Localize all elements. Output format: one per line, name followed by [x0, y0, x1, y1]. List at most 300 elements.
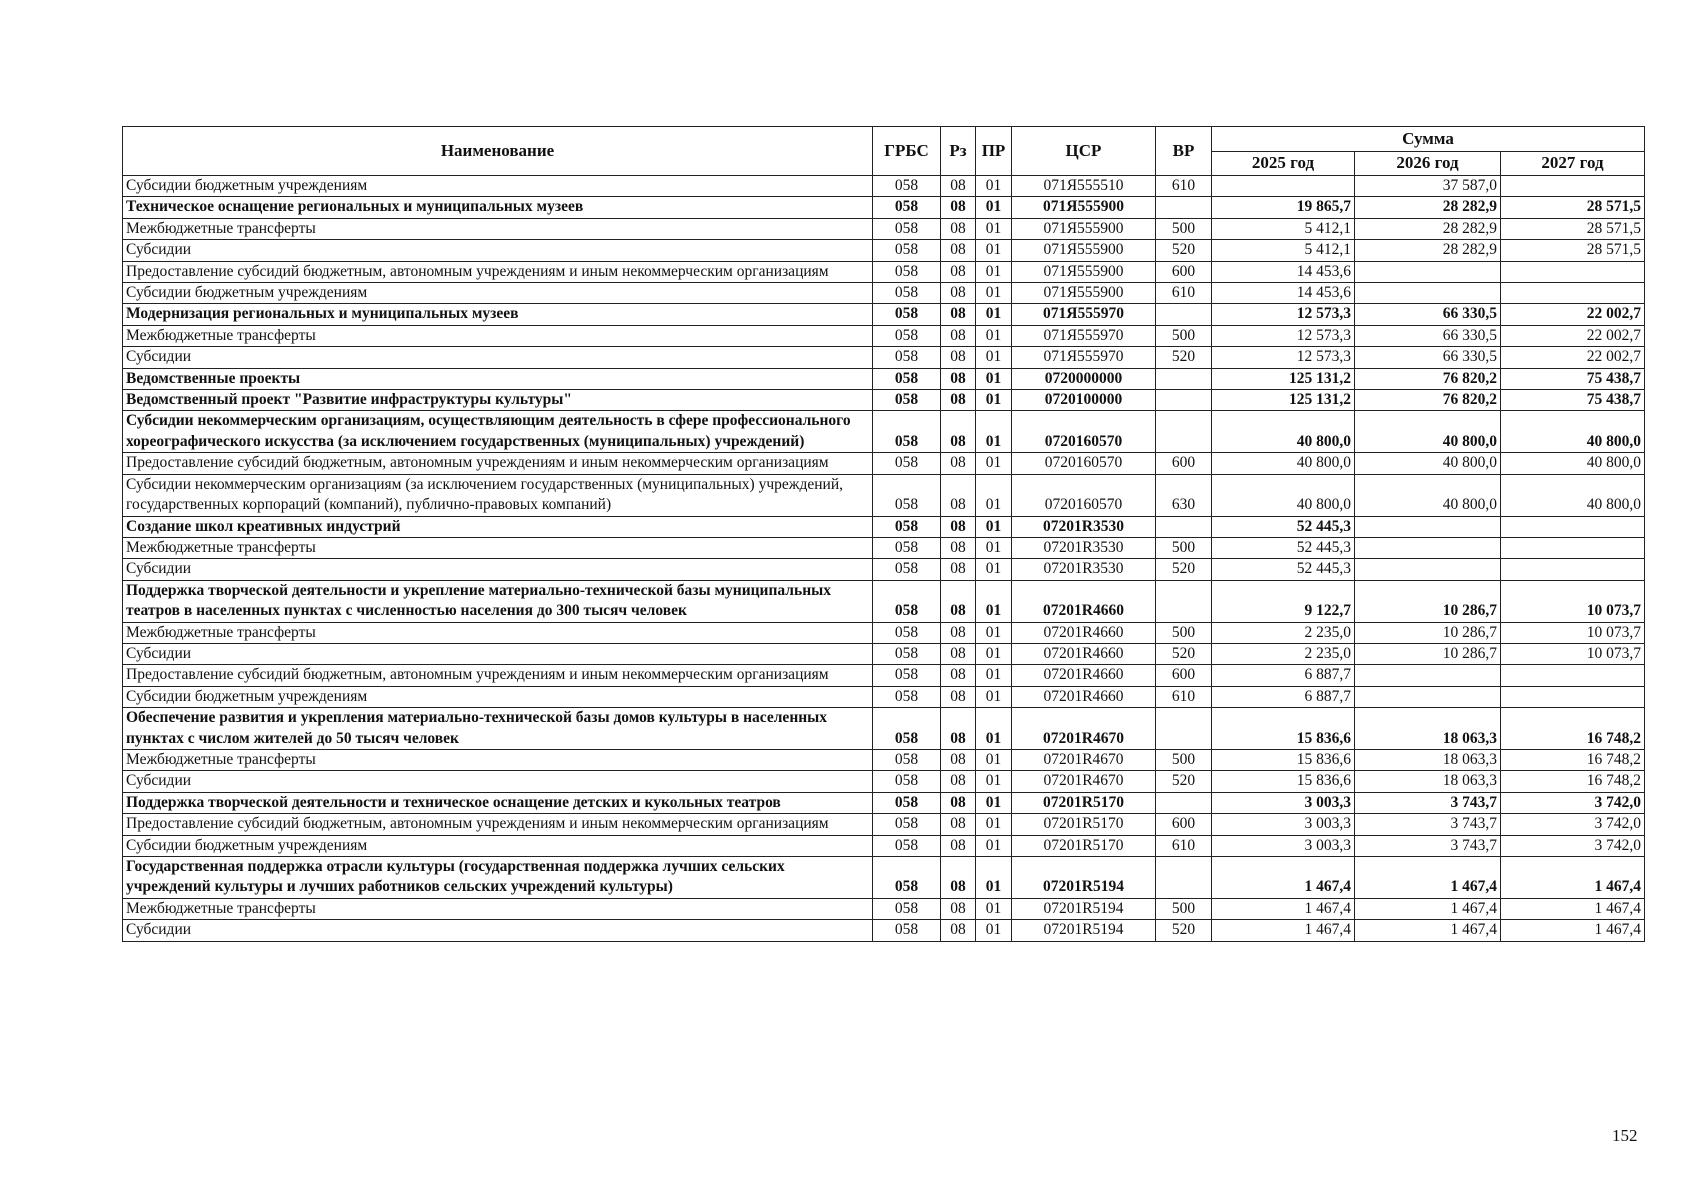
row-amount-2026: 1 467,4	[1355, 898, 1501, 919]
row-name: Субсидии некоммерческим организациям, осуществляющим деятельность в сфере профессионального хореографического искусства (за исключением государственных (муниципальных) учреждений)	[123, 411, 873, 453]
row-csr: 071Я555900	[1012, 240, 1156, 261]
row-amount-2027	[1501, 665, 1645, 686]
row-name: Поддержка творческой деятельности и техническое оснащение детских и кукольных театров	[123, 792, 873, 813]
row-name: Субсидии	[123, 559, 873, 580]
row-amount-2025: 15 836,6	[1212, 771, 1355, 792]
row-amount-2025: 12 573,3	[1212, 347, 1355, 368]
row-csr: 07201R4660	[1012, 643, 1156, 664]
row-rz: 08	[941, 643, 976, 664]
row-grbs: 058	[873, 708, 941, 750]
row-name: Субсидии бюджетным учреждениям	[123, 176, 873, 197]
row-vr	[1156, 304, 1212, 325]
table-row	[123, 835, 1645, 856]
row-name: Государственная поддержка отрасли культуры (государственная поддержка лучших сельских учреждений культуры и лучших работников сельских учреждений культуры)	[123, 857, 873, 899]
row-amount-2027: 22 002,7	[1501, 325, 1645, 346]
row-name: Субсидии некоммерческим организациям (за исключением государственных (муниципальных) учреждений, государственных корпораций (компаний), публично-правовых компаний)	[123, 474, 873, 516]
table-row	[123, 368, 1645, 389]
row-vr	[1156, 580, 1212, 622]
row-amount-2025	[1212, 176, 1355, 197]
row-grbs: 058	[873, 453, 941, 474]
row-grbs: 058	[873, 347, 941, 368]
row-name: Субсидии бюджетным учреждениям	[123, 835, 873, 856]
table-body	[123, 176, 1645, 942]
row-name: Предоставление субсидий бюджетным, автономным учреждениям и иным некоммерческим организациям	[123, 261, 873, 282]
row-grbs: 058	[873, 537, 941, 558]
row-amount-2027: 10 073,7	[1501, 643, 1645, 664]
row-rz: 08	[941, 792, 976, 813]
row-rz: 08	[941, 835, 976, 856]
table-row	[123, 325, 1645, 346]
row-csr: 07201R4670	[1012, 708, 1156, 750]
row-amount-2027	[1501, 283, 1645, 304]
row-amount-2026: 18 063,3	[1355, 708, 1501, 750]
row-amount-2027	[1501, 261, 1645, 282]
row-amount-2025: 12 573,3	[1212, 304, 1355, 325]
row-rz: 08	[941, 304, 976, 325]
row-csr: 071Я555970	[1012, 347, 1156, 368]
row-pr: 01	[976, 771, 1012, 792]
row-amount-2026: 18 063,3	[1355, 771, 1501, 792]
row-vr: 630	[1156, 474, 1212, 516]
row-amount-2025: 1 467,4	[1212, 898, 1355, 919]
row-vr: 600	[1156, 261, 1212, 282]
table-row	[123, 474, 1645, 516]
row-pr: 01	[976, 622, 1012, 643]
table-row	[123, 197, 1645, 218]
row-vr: 500	[1156, 898, 1212, 919]
row-rz: 08	[941, 390, 976, 411]
row-grbs: 058	[873, 835, 941, 856]
row-name: Межбюджетные трансферты	[123, 325, 873, 346]
row-csr: 07201R5170	[1012, 814, 1156, 835]
row-amount-2025: 40 800,0	[1212, 453, 1355, 474]
header-name: Наименование	[123, 127, 873, 176]
row-name: Субсидии	[123, 347, 873, 368]
table-row	[123, 411, 1645, 453]
row-amount-2027: 28 571,5	[1501, 197, 1645, 218]
row-vr: 500	[1156, 749, 1212, 770]
row-pr: 01	[976, 898, 1012, 919]
row-name: Ведомственные проекты	[123, 368, 873, 389]
row-grbs: 058	[873, 622, 941, 643]
row-pr: 01	[976, 580, 1012, 622]
row-grbs: 058	[873, 218, 941, 239]
row-rz: 08	[941, 686, 976, 707]
table-row	[123, 537, 1645, 558]
row-name: Субсидии	[123, 643, 873, 664]
row-amount-2026: 66 330,5	[1355, 325, 1501, 346]
row-amount-2027	[1501, 537, 1645, 558]
table-row	[123, 771, 1645, 792]
row-csr: 07201R4670	[1012, 771, 1156, 792]
row-csr: 07201R4670	[1012, 749, 1156, 770]
row-pr: 01	[976, 749, 1012, 770]
row-amount-2026	[1355, 516, 1501, 537]
row-amount-2027	[1501, 686, 1645, 707]
row-grbs: 058	[873, 792, 941, 813]
row-rz: 08	[941, 622, 976, 643]
row-amount-2026: 3 743,7	[1355, 835, 1501, 856]
row-amount-2025: 40 800,0	[1212, 474, 1355, 516]
row-pr: 01	[976, 857, 1012, 899]
row-vr: 500	[1156, 218, 1212, 239]
row-amount-2027: 10 073,7	[1501, 580, 1645, 622]
row-rz: 08	[941, 814, 976, 835]
row-csr: 07201R5170	[1012, 792, 1156, 813]
row-csr: 071Я555900	[1012, 218, 1156, 239]
row-vr	[1156, 390, 1212, 411]
row-grbs: 058	[873, 643, 941, 664]
row-pr: 01	[976, 516, 1012, 537]
row-amount-2026: 28 282,9	[1355, 240, 1501, 261]
row-amount-2027: 28 571,5	[1501, 218, 1645, 239]
row-csr: 0720000000	[1012, 368, 1156, 389]
row-amount-2026: 66 330,5	[1355, 304, 1501, 325]
table-row	[123, 304, 1645, 325]
row-rz: 08	[941, 453, 976, 474]
row-vr: 610	[1156, 835, 1212, 856]
row-amount-2025: 6 887,7	[1212, 665, 1355, 686]
table-row	[123, 580, 1645, 622]
row-grbs: 058	[873, 474, 941, 516]
row-amount-2025: 40 800,0	[1212, 411, 1355, 453]
row-grbs: 058	[873, 197, 941, 218]
table-row	[123, 665, 1645, 686]
row-grbs: 058	[873, 283, 941, 304]
row-rz: 08	[941, 283, 976, 304]
row-grbs: 058	[873, 261, 941, 282]
row-amount-2027: 40 800,0	[1501, 474, 1645, 516]
row-pr: 01	[976, 347, 1012, 368]
row-vr	[1156, 368, 1212, 389]
row-vr: 520	[1156, 240, 1212, 261]
page-number: 152	[1612, 1126, 1638, 1145]
row-csr: 0720160570	[1012, 453, 1156, 474]
row-pr: 01	[976, 261, 1012, 282]
row-rz: 08	[941, 749, 976, 770]
row-pr: 01	[976, 453, 1012, 474]
row-pr: 01	[976, 814, 1012, 835]
row-rz: 08	[941, 347, 976, 368]
row-amount-2026	[1355, 559, 1501, 580]
row-amount-2027	[1501, 516, 1645, 537]
row-csr: 0720100000	[1012, 390, 1156, 411]
row-csr: 07201R3530	[1012, 559, 1156, 580]
row-rz: 08	[941, 857, 976, 899]
row-pr: 01	[976, 708, 1012, 750]
row-amount-2025: 3 003,3	[1212, 792, 1355, 813]
table-row	[123, 261, 1645, 282]
row-grbs: 058	[873, 665, 941, 686]
row-pr: 01	[976, 559, 1012, 580]
row-amount-2027: 1 467,4	[1501, 920, 1645, 941]
row-name: Субсидии	[123, 240, 873, 261]
row-amount-2025: 52 445,3	[1212, 516, 1355, 537]
row-pr: 01	[976, 411, 1012, 453]
row-amount-2027	[1501, 176, 1645, 197]
table-row	[123, 792, 1645, 813]
table-row	[123, 516, 1645, 537]
row-vr	[1156, 411, 1212, 453]
row-grbs: 058	[873, 240, 941, 261]
table-row	[123, 686, 1645, 707]
row-amount-2025: 15 836,6	[1212, 749, 1355, 770]
row-csr: 07201R3530	[1012, 537, 1156, 558]
row-rz: 08	[941, 197, 976, 218]
row-amount-2026: 10 286,7	[1355, 580, 1501, 622]
row-amount-2026: 66 330,5	[1355, 347, 1501, 368]
row-amount-2027: 10 073,7	[1501, 622, 1645, 643]
row-amount-2027: 16 748,2	[1501, 771, 1645, 792]
row-vr	[1156, 197, 1212, 218]
row-pr: 01	[976, 474, 1012, 516]
row-csr: 07201R5170	[1012, 835, 1156, 856]
row-amount-2025: 3 003,3	[1212, 835, 1355, 856]
row-pr: 01	[976, 176, 1012, 197]
row-grbs: 058	[873, 304, 941, 325]
row-name: Субсидии бюджетным учреждениям	[123, 686, 873, 707]
row-name: Ведомственный проект "Развитие инфраструктуры культуры"	[123, 390, 873, 411]
row-amount-2026: 1 467,4	[1355, 920, 1501, 941]
row-pr: 01	[976, 643, 1012, 664]
row-name: Предоставление субсидий бюджетным, автономным учреждениям и иным некоммерческим организациям	[123, 814, 873, 835]
row-csr: 07201R3530	[1012, 516, 1156, 537]
row-csr: 07201R5194	[1012, 898, 1156, 919]
table-row	[123, 176, 1645, 197]
row-pr: 01	[976, 920, 1012, 941]
row-vr: 600	[1156, 665, 1212, 686]
row-vr: 520	[1156, 643, 1212, 664]
row-amount-2025: 2 235,0	[1212, 622, 1355, 643]
row-vr: 520	[1156, 347, 1212, 368]
row-vr: 500	[1156, 325, 1212, 346]
row-pr: 01	[976, 537, 1012, 558]
row-amount-2026: 28 282,9	[1355, 218, 1501, 239]
row-csr: 071Я555510	[1012, 176, 1156, 197]
row-csr: 07201R5194	[1012, 857, 1156, 899]
row-grbs: 058	[873, 368, 941, 389]
row-amount-2027: 1 467,4	[1501, 898, 1645, 919]
row-amount-2025: 19 865,7	[1212, 197, 1355, 218]
row-amount-2025: 52 445,3	[1212, 559, 1355, 580]
row-pr: 01	[976, 835, 1012, 856]
row-vr: 520	[1156, 771, 1212, 792]
row-rz: 08	[941, 411, 976, 453]
header-sum: Сумма	[1212, 127, 1645, 152]
row-vr: 610	[1156, 176, 1212, 197]
header-pr: ПР	[976, 127, 1012, 176]
row-pr: 01	[976, 197, 1012, 218]
header-rz: Рз	[941, 127, 976, 176]
row-pr: 01	[976, 240, 1012, 261]
table-row	[123, 218, 1645, 239]
row-pr: 01	[976, 283, 1012, 304]
row-amount-2027: 3 742,0	[1501, 814, 1645, 835]
row-vr: 520	[1156, 559, 1212, 580]
row-amount-2027: 16 748,2	[1501, 708, 1645, 750]
row-csr: 071Я555900	[1012, 197, 1156, 218]
table-row	[123, 347, 1645, 368]
row-grbs: 058	[873, 898, 941, 919]
row-rz: 08	[941, 474, 976, 516]
row-amount-2025: 14 453,6	[1212, 261, 1355, 282]
table-row	[123, 622, 1645, 643]
row-grbs: 058	[873, 411, 941, 453]
table-row	[123, 643, 1645, 664]
row-amount-2025: 1 467,4	[1212, 920, 1355, 941]
row-rz: 08	[941, 218, 976, 239]
row-amount-2026: 40 800,0	[1355, 411, 1501, 453]
row-pr: 01	[976, 304, 1012, 325]
row-amount-2026	[1355, 686, 1501, 707]
row-name: Межбюджетные трансферты	[123, 218, 873, 239]
row-amount-2026: 1 467,4	[1355, 857, 1501, 899]
row-csr: 0720160570	[1012, 474, 1156, 516]
row-pr: 01	[976, 368, 1012, 389]
row-rz: 08	[941, 898, 976, 919]
row-amount-2027: 28 571,5	[1501, 240, 1645, 261]
header-year-2025: 2025 год	[1212, 152, 1355, 176]
row-amount-2026: 76 820,2	[1355, 390, 1501, 411]
row-grbs: 058	[873, 516, 941, 537]
row-amount-2027: 22 002,7	[1501, 304, 1645, 325]
table-row	[123, 749, 1645, 770]
row-vr: 610	[1156, 686, 1212, 707]
table-row	[123, 920, 1645, 941]
row-vr: 610	[1156, 283, 1212, 304]
row-amount-2026: 18 063,3	[1355, 749, 1501, 770]
row-amount-2026: 3 743,7	[1355, 814, 1501, 835]
row-rz: 08	[941, 325, 976, 346]
row-rz: 08	[941, 261, 976, 282]
row-amount-2027: 75 438,7	[1501, 368, 1645, 389]
row-rz: 08	[941, 176, 976, 197]
row-grbs: 058	[873, 176, 941, 197]
row-vr: 600	[1156, 814, 1212, 835]
row-pr: 01	[976, 792, 1012, 813]
row-name: Субсидии	[123, 771, 873, 792]
table-row	[123, 814, 1645, 835]
row-amount-2027: 1 467,4	[1501, 857, 1645, 899]
row-csr: 071Я555900	[1012, 261, 1156, 282]
row-grbs: 058	[873, 857, 941, 899]
row-name: Субсидии	[123, 920, 873, 941]
row-vr	[1156, 516, 1212, 537]
row-csr: 07201R4660	[1012, 580, 1156, 622]
row-grbs: 058	[873, 686, 941, 707]
row-name: Субсидии бюджетным учреждениям	[123, 283, 873, 304]
row-grbs: 058	[873, 771, 941, 792]
row-grbs: 058	[873, 580, 941, 622]
row-vr	[1156, 792, 1212, 813]
row-amount-2025: 5 412,1	[1212, 240, 1355, 261]
row-name: Создание школ креативных индустрий	[123, 516, 873, 537]
row-amount-2025: 12 573,3	[1212, 325, 1355, 346]
row-name: Межбюджетные трансферты	[123, 622, 873, 643]
row-rz: 08	[941, 559, 976, 580]
header-grbs: ГРБС	[873, 127, 941, 176]
row-pr: 01	[976, 665, 1012, 686]
row-vr: 500	[1156, 622, 1212, 643]
row-amount-2027: 40 800,0	[1501, 453, 1645, 474]
row-amount-2026: 10 286,7	[1355, 643, 1501, 664]
row-amount-2025: 1 467,4	[1212, 857, 1355, 899]
row-csr: 071Я555900	[1012, 283, 1156, 304]
row-csr: 071Я555970	[1012, 325, 1156, 346]
table-row	[123, 898, 1645, 919]
header-csr: ЦСР	[1012, 127, 1156, 176]
row-amount-2026	[1355, 537, 1501, 558]
row-grbs: 058	[873, 390, 941, 411]
row-rz: 08	[941, 920, 976, 941]
row-amount-2025: 9 122,7	[1212, 580, 1355, 622]
budget-table	[122, 126, 1645, 942]
row-pr: 01	[976, 390, 1012, 411]
row-csr: 07201R4660	[1012, 686, 1156, 707]
header-vr: ВР	[1156, 127, 1212, 176]
row-amount-2025: 125 131,2	[1212, 390, 1355, 411]
header-year-2027: 2027 год	[1501, 152, 1645, 176]
row-amount-2026: 40 800,0	[1355, 474, 1501, 516]
row-grbs: 058	[873, 325, 941, 346]
row-name: Межбюджетные трансферты	[123, 749, 873, 770]
row-amount-2027	[1501, 559, 1645, 580]
row-amount-2027: 3 742,0	[1501, 792, 1645, 813]
table-row	[123, 390, 1645, 411]
row-name: Техническое оснащение региональных и муниципальных музеев	[123, 197, 873, 218]
row-amount-2025: 52 445,3	[1212, 537, 1355, 558]
row-name: Предоставление субсидий бюджетным, автономным учреждениям и иным некоммерческим организациям	[123, 665, 873, 686]
row-amount-2026	[1355, 665, 1501, 686]
row-csr: 07201R5194	[1012, 920, 1156, 941]
row-amount-2025: 15 836,6	[1212, 708, 1355, 750]
row-rz: 08	[941, 240, 976, 261]
row-csr: 071Я555970	[1012, 304, 1156, 325]
row-amount-2026: 37 587,0	[1355, 176, 1501, 197]
table-row	[123, 559, 1645, 580]
row-name: Межбюджетные трансферты	[123, 898, 873, 919]
row-amount-2026: 40 800,0	[1355, 453, 1501, 474]
row-amount-2025: 3 003,3	[1212, 814, 1355, 835]
row-rz: 08	[941, 516, 976, 537]
row-amount-2025: 5 412,1	[1212, 218, 1355, 239]
row-amount-2027: 22 002,7	[1501, 347, 1645, 368]
row-rz: 08	[941, 537, 976, 558]
row-amount-2027: 40 800,0	[1501, 411, 1645, 453]
row-vr: 520	[1156, 920, 1212, 941]
row-amount-2025: 14 453,6	[1212, 283, 1355, 304]
row-vr	[1156, 857, 1212, 899]
row-rz: 08	[941, 708, 976, 750]
row-grbs: 058	[873, 920, 941, 941]
row-amount-2027: 3 742,0	[1501, 835, 1645, 856]
row-amount-2027: 75 438,7	[1501, 390, 1645, 411]
table-row	[123, 283, 1645, 304]
row-rz: 08	[941, 771, 976, 792]
row-amount-2025: 2 235,0	[1212, 643, 1355, 664]
row-grbs: 058	[873, 749, 941, 770]
row-grbs: 058	[873, 814, 941, 835]
row-rz: 08	[941, 368, 976, 389]
row-name: Предоставление субсидий бюджетным, автономным учреждениям и иным некоммерческим организациям	[123, 453, 873, 474]
row-csr: 0720160570	[1012, 411, 1156, 453]
row-rz: 08	[941, 665, 976, 686]
table-row	[123, 240, 1645, 261]
table-row	[123, 453, 1645, 474]
row-amount-2026: 28 282,9	[1355, 197, 1501, 218]
row-pr: 01	[976, 686, 1012, 707]
row-rz: 08	[941, 580, 976, 622]
